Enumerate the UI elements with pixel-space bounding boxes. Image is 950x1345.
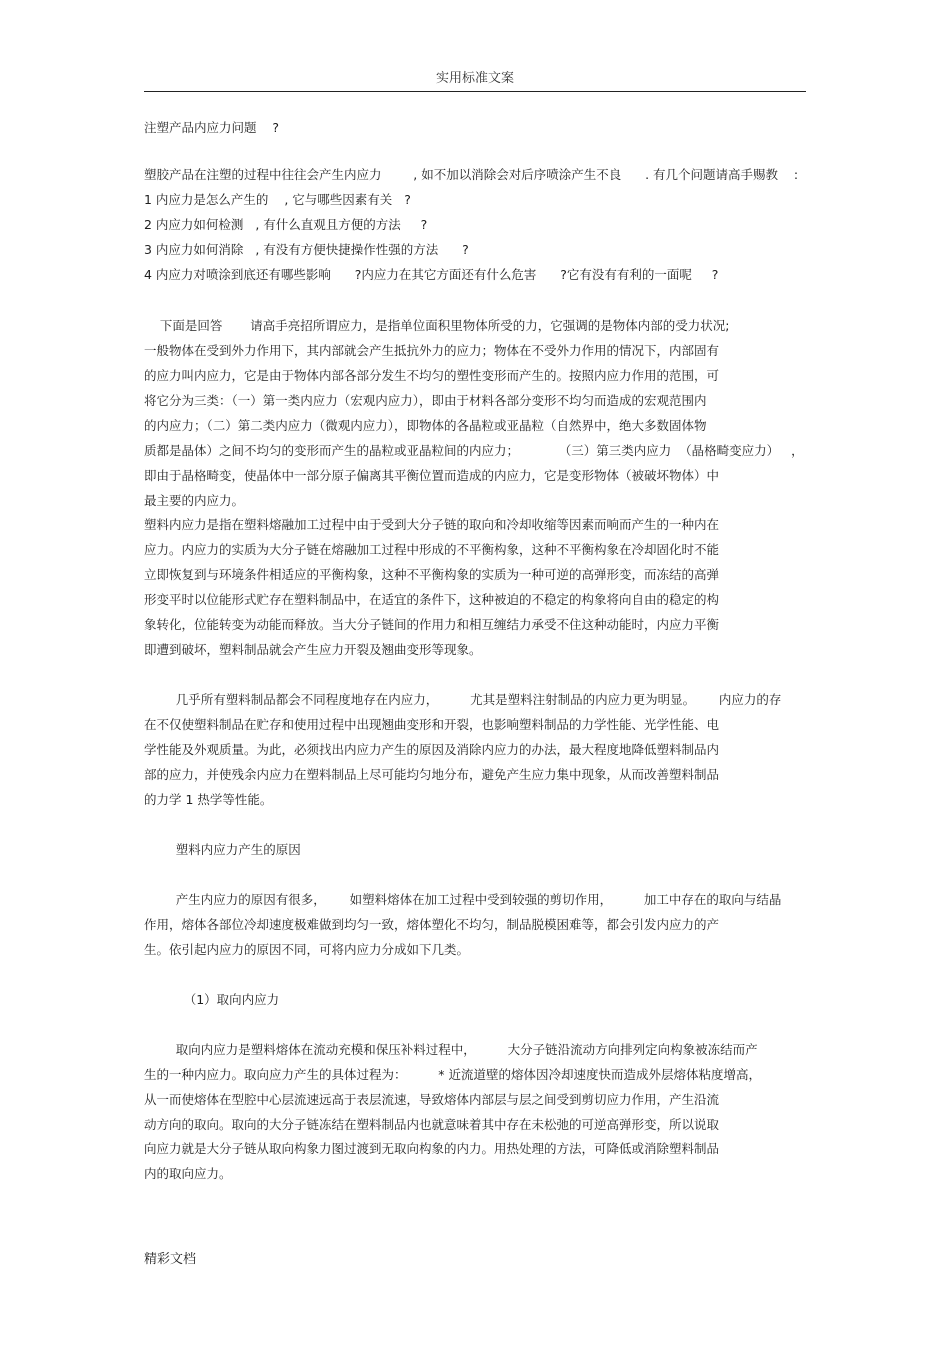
text-line: 产生内应力的原因有很多， 如塑料熔体在加工过程中受到较强的剪切作用， 加工中存在的取向与结晶: [144, 892, 782, 907]
text-line: 塑料内应力是指在塑料熔融加工过程中由于受到大分子链的取向和冷却收缩等因素而响而产生的一种内在: [144, 517, 720, 532]
text-line: 的力学 1 热学等性能。: [144, 792, 273, 807]
text-line: 即由于晶格畸变，使晶体中一部分原子偏离其平衡位置而造成的内应力，它是变形物体（被破坏物体）中: [144, 468, 720, 483]
text-line: 即遭到破坏，塑料制品就会产生应力开裂及翘曲变形等现象。: [144, 642, 482, 657]
text-line: 将它分为三类：（一）第一类内应力（宏观内应力），即由于材料各部分变形不均匀而造成的宏观范围内: [144, 393, 707, 408]
text-line: 立即恢复到与环境条件相适应的平衡构象，这种不平衡构象的实质为一种可逆的高弹形变，而冻结的高弹: [144, 567, 720, 582]
text-line: 学性能及外观质量。为此，必须找出内应力产生的原因及消除内应力的办法，最大程度地降低塑料制品内: [144, 742, 720, 757]
text-line: 内的取向应力。: [144, 1166, 232, 1181]
text-line: 象转化，位能转变为动能而释放。当大分子链间的作用力和相互缠结力承受不住这种动能时，内应力平衡: [144, 617, 720, 632]
text-line: 从一而使熔体在型腔中心层流速远高于表层流速，导致熔体内部层与层之间受到剪切应力作用，产生沿流: [144, 1092, 720, 1107]
text-line: 塑胶产品在注塑的过程中往往会产生内应力 , 如不加以消除会对后序喷涂产生不良 . 有几个问题请高手赐教 :: [144, 167, 799, 182]
document-title: 注塑产品内应力问题 ?: [144, 120, 280, 135]
text-line: 的内应力；（二）第二类内应力（微观内应力），即物体的各晶粒或亚晶粒（自然界中，绝大多数固体物: [144, 418, 707, 433]
text-line: 下面是回答 请高手亮招所谓应力，是指单位面积里物体所受的力，它强调的是物体内部的受力状况;: [144, 318, 730, 333]
text-line: 应力。内应力的实质为大分子链在熔融加工过程中形成的不平衡构象，这种不平衡构象在冷却固化时不能: [144, 542, 720, 557]
text-line: 最主要的内应力。: [144, 493, 245, 508]
text-line: 在不仅使塑料制品在贮存和使用过程中出现翘曲变形和开裂，也影响塑料制品的力学性能、光学性能、电: [144, 717, 720, 732]
section-heading: 塑料内应力产生的原因: [144, 842, 301, 857]
page-header: 实用标准文案: [435, 71, 514, 86]
text-line: 4 内应力对喷涂到底还有哪些影响 ?内应力在其它方面还有什么危害 ?它有没有有利的一面呢 ?: [144, 267, 719, 282]
text-line: 的应力叫内应力，它是由于物体内部各部分发生不均匀的塑性变形而产生的。按照内应力作用的范围，可: [144, 368, 720, 383]
text-line: 动方向的取向。取向的大分子链冻结在塑料制品内也就意味着其中存在未松弛的可逆高弹形变，所以说取: [144, 1117, 720, 1132]
text-line: 取向内应力是塑料熔体在流动充模和保压补料过程中， 大分子链沿流动方向排列定向构象被冻结而产: [144, 1042, 758, 1057]
text-line: 质都是晶体）之间不均匀的变形而产生的晶粒或亚晶粒间的内应力； （三）第三类内应力 （晶格畸变应力） ，: [144, 443, 804, 458]
text-line: 1 内应力是怎么产生的 , 它与哪些因素有关 ?: [144, 192, 411, 207]
text-line: 部的应力，并使残余内应力在塑料制品上尽可能均匀地分布，避免产生应力集中现象，从而改善塑料制品: [144, 767, 720, 782]
text-line: 2 内应力如何检测 , 有什么直观且方便的方法 ?: [144, 217, 428, 232]
text-line: 生的一种内应力。取向应力产生的具体过程为： * 近流道壁的熔体因冷却速度快而造成外层熔体粘度增高，: [144, 1067, 762, 1082]
text-line: 作用，熔体各部位冷却速度极难做到均匀一致，熔体塑化不均匀，制品脱模困难等，都会引发内应力的产: [144, 917, 720, 932]
header-divider: [144, 91, 806, 92]
text-line: 几乎所有塑料制品都会不同程度地存在内应力， 尤其是塑料注射制品的内应力更为明显。 内应力的存: [144, 692, 782, 707]
page-footer: 精彩文档: [144, 1252, 197, 1267]
text-line: 3 内应力如何消除 , 有没有方便快捷操作性强的方法 ?: [144, 242, 469, 257]
text-line: 向应力就是大分子链从取向构象力图过渡到无取向构象的内力。用热处理的方法，可降低或消除塑料制品: [144, 1141, 720, 1156]
text-line: 一般物体在受到外力作用下，其内部就会产生抵抗外力的应力；物体在不受外力作用的情况下，内部固有: [144, 343, 720, 358]
text-line: 形变平时以位能形式贮存在塑料制品中，在适宜的条件下，这种被迫的不稳定的构象将向自由的稳定的构: [144, 592, 720, 607]
subsection-heading: （1）取向内应力: [144, 992, 280, 1007]
text-line: 生。依引起内应力的原因不同，可将内应力分成如下几类。: [144, 942, 470, 957]
